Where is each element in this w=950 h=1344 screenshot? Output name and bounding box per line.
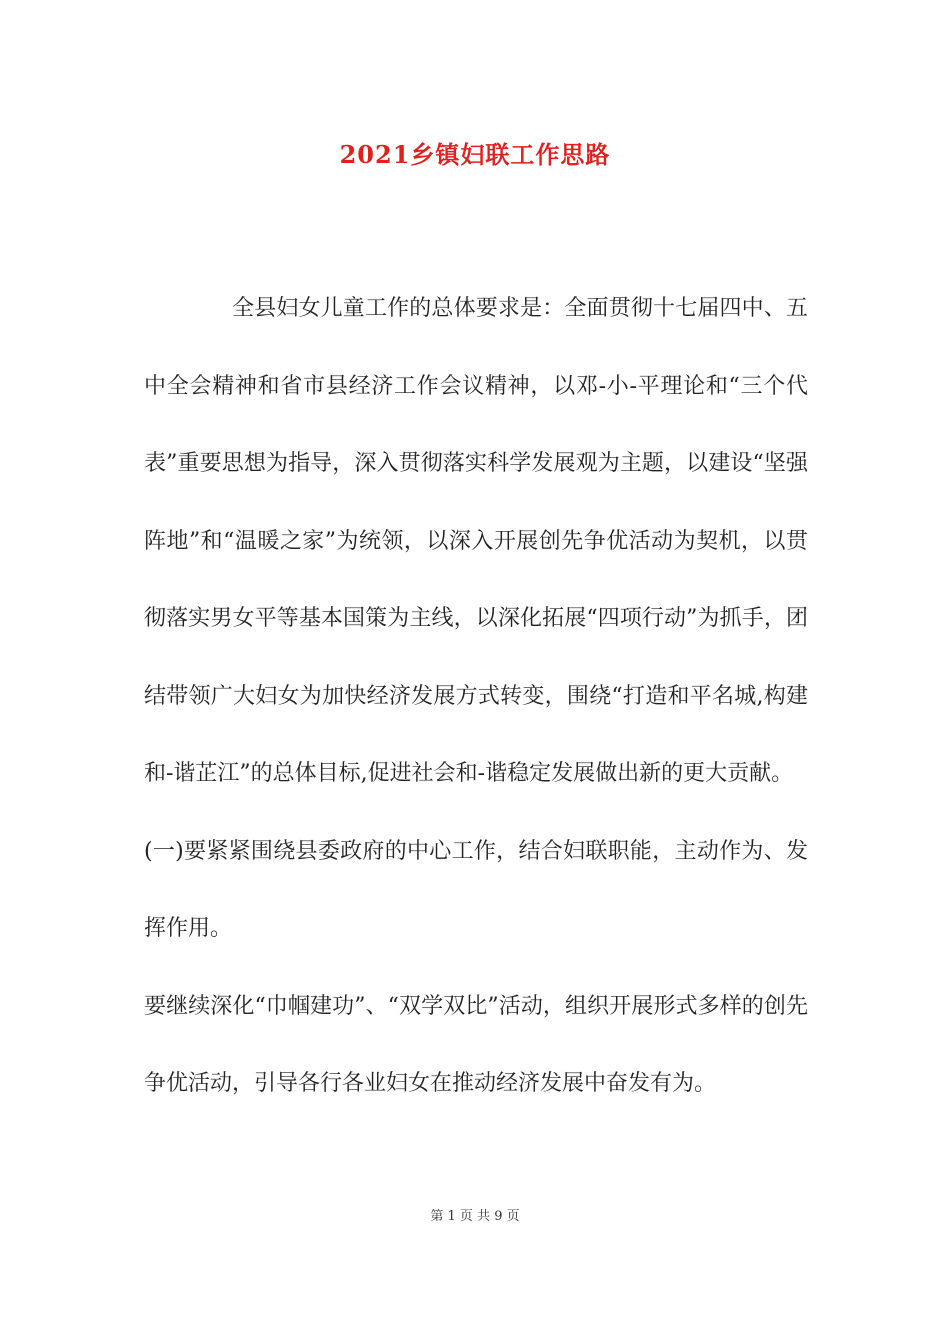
paragraph-section-one-heading: (一)要紧紧围绕县委政府的中心工作，结合妇联职能，主动作为、发挥作用。 — [144, 838, 808, 941]
document-title: 2021乡镇妇联工作思路 — [339, 140, 611, 169]
document-body — [144, 270, 808, 1123]
page-number-footer: 第 1 页 共 9 页 — [430, 1209, 520, 1224]
paragraph-intro: 全县妇女儿童工作的总体要求是：全面贯彻十七届四中、五中全会精神和省市县经济工作会议精神，以邓-小-平理论和“三个代表”重要思想为指导，深入贯彻落实科学发展观为主题，以建设“坚强阵地”和“温暖之家”为统领，以深入开展创先争优活动为契机，以贯彻落实男女平等基本国策为主线，以深化拓展“四项行动”为抓手，团结带领广大妇女为加快经济发展方式转变，围绕“打造和平名城,构建和-谐芷江”的总体目标,促进社会和-谐稳定发展做出新的更大贡献。 — [144, 296, 808, 786]
paragraph-section-one-body: 要继续深化“巾帼建功”、“双学双比”活动，组织开展形式多样的创先争优活动，引导各行各业妇女在推动经济发展中奋发有为。 — [144, 993, 808, 1096]
